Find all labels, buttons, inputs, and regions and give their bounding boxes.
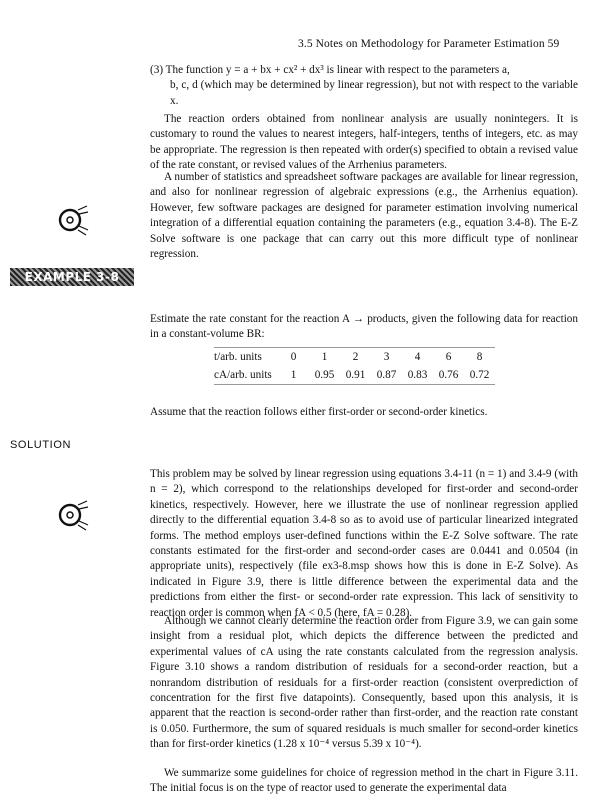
table-cell: 0.95 (309, 366, 340, 385)
table-cell: 2 (340, 348, 371, 367)
table-cell: 0.91 (340, 366, 371, 385)
list-item-3 (150, 63, 578, 109)
item3-continuation: b, c, d (which may be determined by linear regression), but not with respect to the variable x. (170, 79, 578, 107)
table-row-concentration (214, 366, 495, 385)
table-cell: 6 (433, 348, 464, 367)
paragraph-software: A number of statistics and spreadsheet software packages are available for linear regression, and also for nonlinear regression of algebraic expressions (e.g., the Arrhenius equation). However, few software packages are designed for parameter estimation involving numerical integration of a differential equation containing the parameters (e.g., equation 3.4-8). The E-Z Solve software is one package that can carry out this more difficult type of nonlinear regression. (150, 171, 578, 261)
table-cell: 1 (309, 348, 340, 367)
example-banner: EXAMPLE 3-8 (10, 268, 134, 286)
row-label-concentration: cA/arb. units (214, 366, 278, 385)
table-cell: 3 (371, 348, 402, 367)
table-cell: 4 (402, 348, 433, 367)
table-cell: 0.72 (464, 366, 495, 385)
table-cell: 0.76 (433, 366, 464, 385)
data-table-wrap (214, 347, 504, 385)
item3-lead: (3) The function y = a + bx + cx² + dx³ is linear with respect to the parameters a, (150, 64, 510, 76)
table-row-time (214, 348, 495, 367)
table-cell: 0 (278, 348, 309, 367)
table-cell: 0.83 (402, 366, 433, 385)
table-cell: 1 (278, 366, 309, 385)
cd-rom-icon (58, 497, 90, 533)
table-cell: 8 (464, 348, 495, 367)
solution-paragraph-1: This problem may be solved by linear regression using equations 3.4-11 (n = 1) and 3.4-9 (with n = 2), which correspond to the relationships developed for first-order and second-order kinetics, respectively. However, here we illustrate the use of nonlinear regression applied directly to the differential equation 3.4-8 so as to avoid use of particular linearized integrated forms. The method employs user-defined functions within the E-Z Solve software. The rate constants estimated for the first-order and second-order cases are 0.0441 and 0.0504 (in appropriate units), respectively (file ex3-8.msp shows how this is done in E-Z Solve). As indicated in Figure 3.9, there is little difference between the experimental data and the predictions from either the first- or second-order rate expression. This lack of sensitivity to reaction order is common when fA < 0.5 (here, fA = 0.28). (150, 468, 578, 619)
row-label-time: t/arb. units (214, 348, 278, 367)
example-problem: Estimate the rate constant for the reaction A → products, given the following data for reaction in a constant-volume BR: (150, 313, 578, 341)
solution-heading: SOLUTION (10, 439, 72, 451)
table-cell: 0.87 (371, 366, 402, 385)
running-header: 3.5 Notes on Methodology for Parameter Estimation 59 (298, 38, 560, 50)
solution-paragraph-2: Although we cannot clearly determine the reaction order from Figure 3.9, we can gain some insight from a residual plot, which depicts the difference between the predicted and experimental values of cA using the rate constants calculated from the regression analysis. Figure 3.10 shows a random distribution of residuals for a second-order reaction, but a nonrandom distribution of residuals for a first-order reaction (consistent overprediction of concentration for the first five datapoints). Consequently, based upon this analysis, it is apparent that the reaction is second-order rather than first-order, and the reaction rate constant is 0.050. Furthermore, the sum of squared residuals is much smaller for second-order kinetics than for first-order kinetics (1.28 x 10⁻⁴ versus 5.39 x 10⁻⁴). (150, 615, 578, 751)
data-table (214, 347, 495, 385)
solution-paragraph-3: We summarize some guidelines for choice of regression method in the chart in Figure 3.11. The initial focus is on the type of reactor used to generate the experimental data (150, 767, 578, 795)
paragraph-reaction-orders: The reaction orders obtained from nonlinear analysis are usually nonintegers. It is customary to round the values to nearest integers, half-integers, tenths of integers, etc. as may be appropriate. The regression is then repeated with order(s) specified to obtain a revised value of the rate constant, or revised values of the Arrhenius parameters. (150, 113, 578, 172)
assumption-text: Assume that the reaction follows either first-order or second-order kinetics. (150, 406, 488, 418)
cd-rom-icon (58, 202, 90, 238)
